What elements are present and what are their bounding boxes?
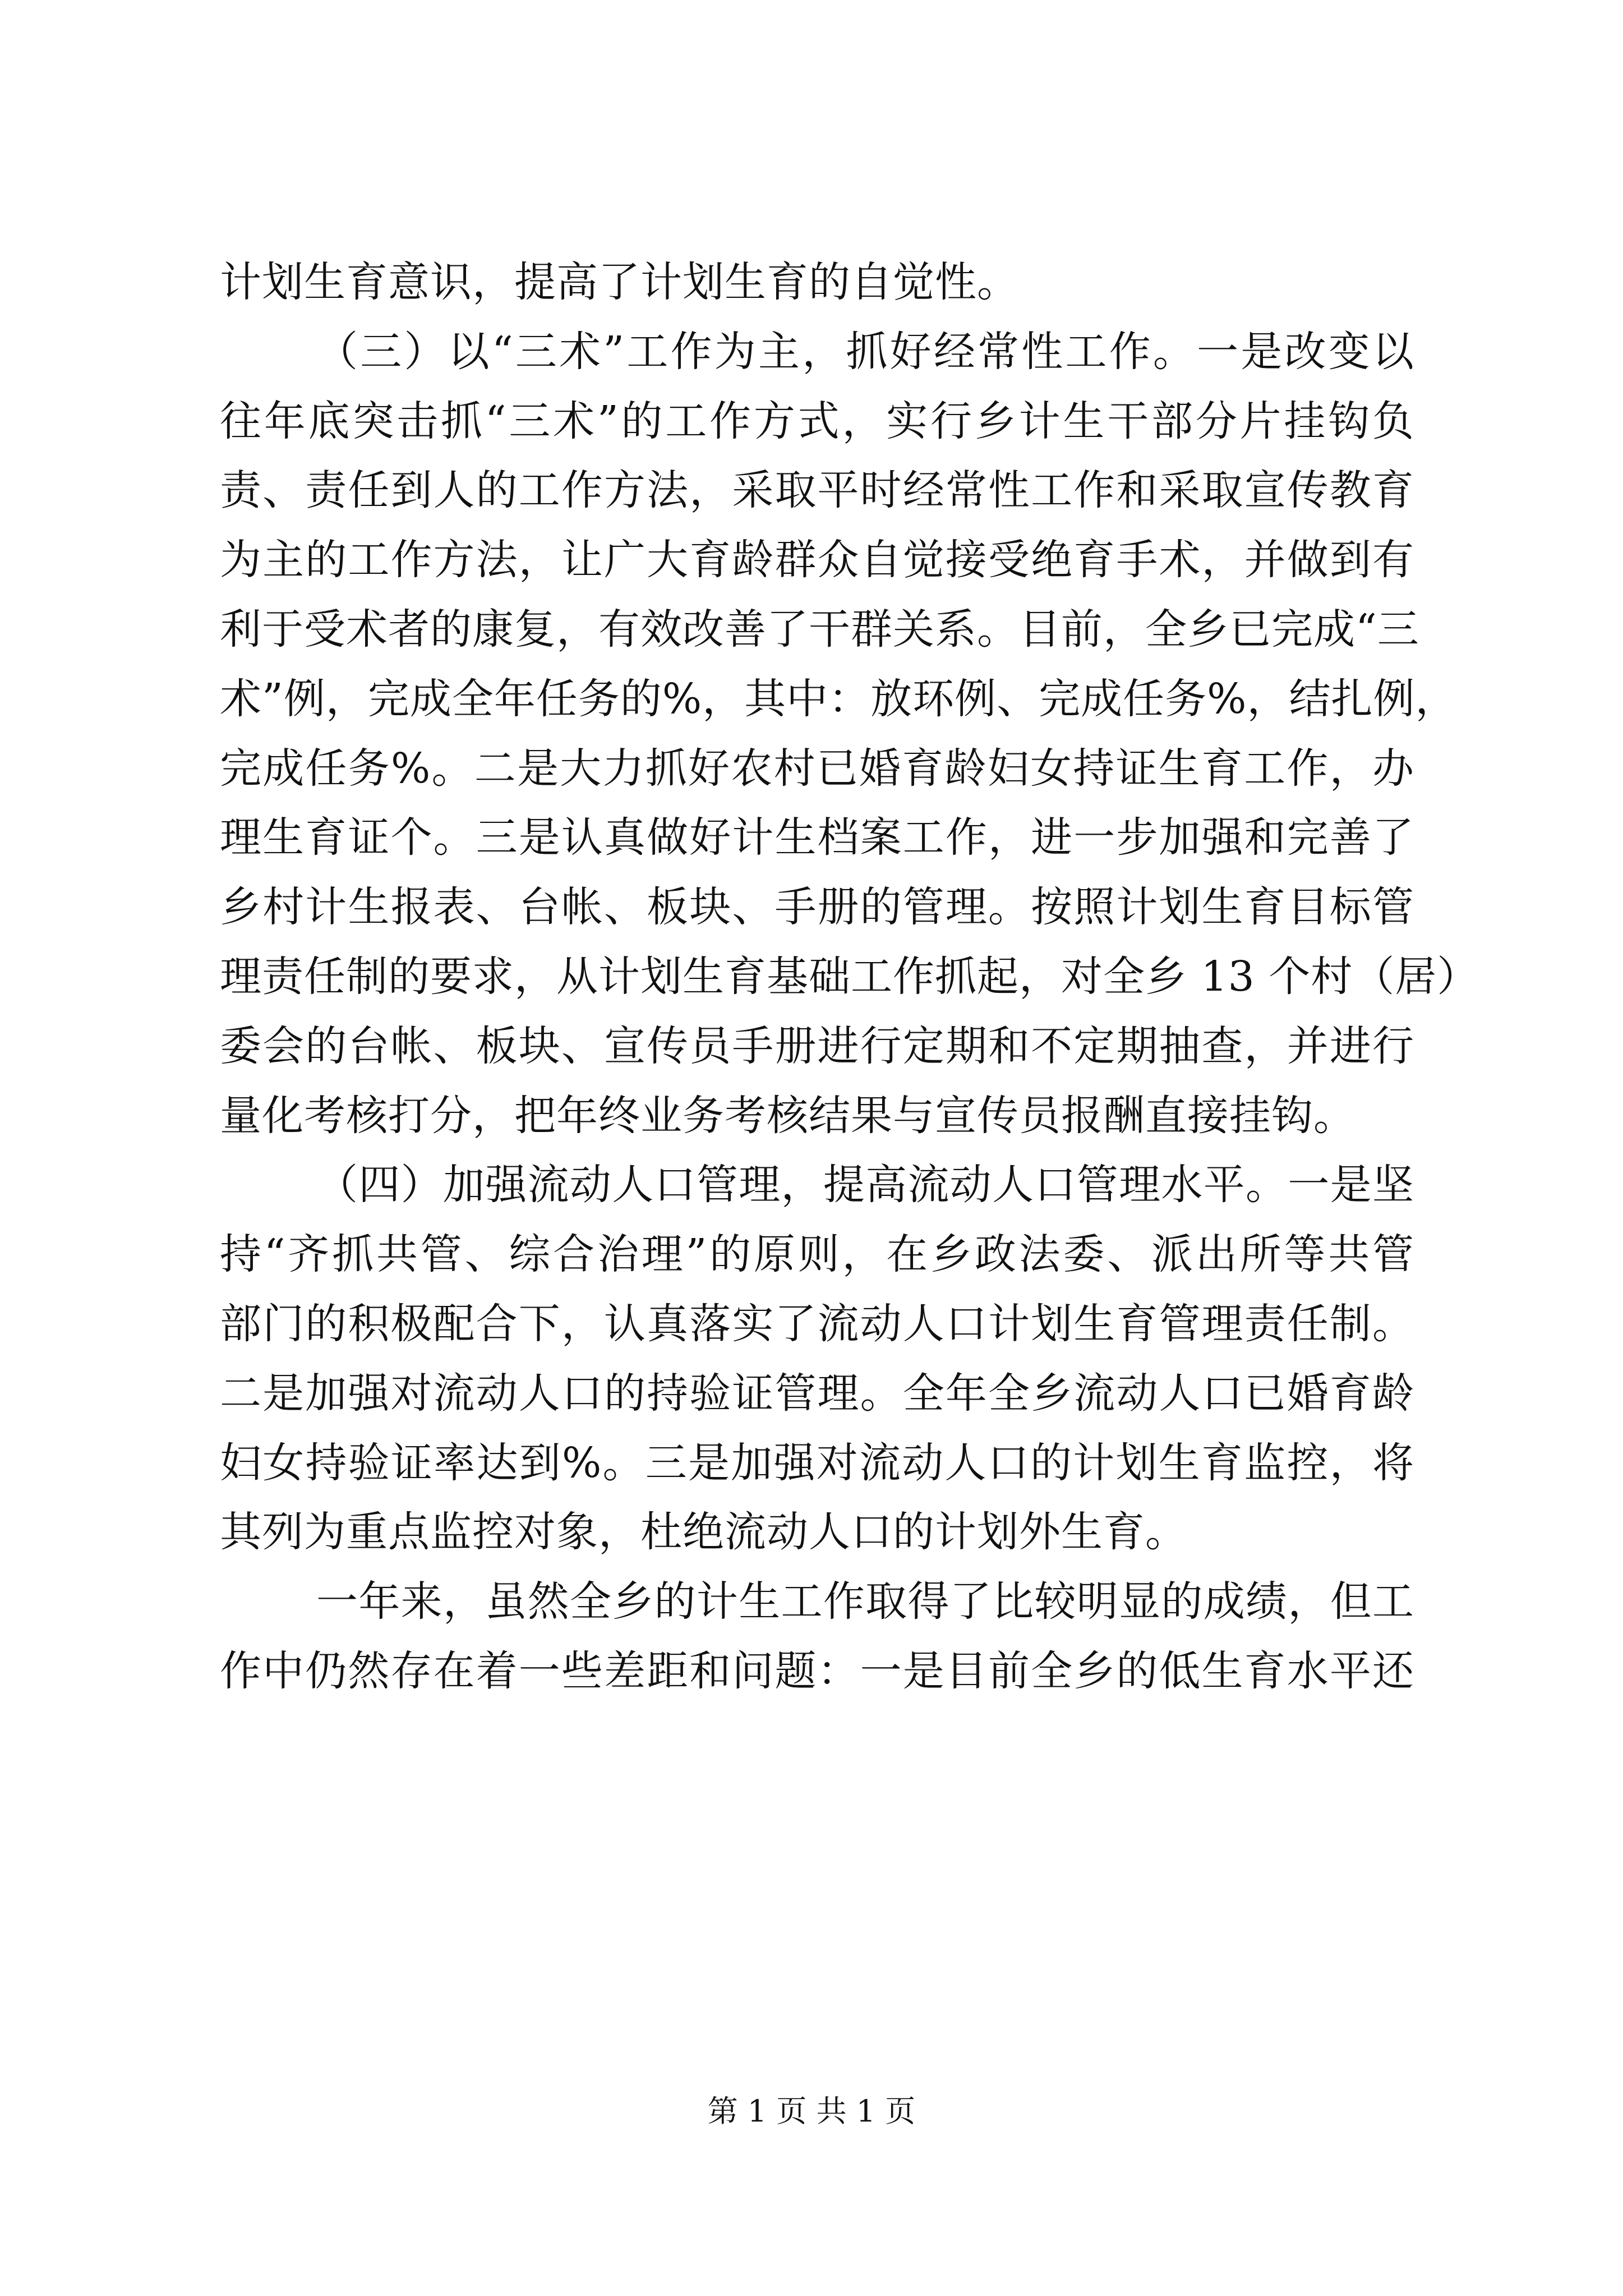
text-line: 作中仍然存在着一些差距和问题：一是目前全乡的低生育水平还 bbox=[220, 1646, 1414, 1695]
text-line: 利于受术者的康复，有效改善了干群关系。目前，全乡已完成“三 bbox=[220, 605, 1419, 654]
text-line: 术”例，完成全年任务的%，其中：放环例、完成任务%，结扎例， bbox=[220, 674, 1458, 723]
text-line: 计划生育意识，提高了计划生育的自觉性。 bbox=[220, 258, 1019, 306]
text-line: 责、责任到人的工作方法，采取平时经常性工作和采取宣传教育 bbox=[220, 466, 1414, 515]
text-line: 为主的工作方法，让广大育龄群众自觉接受绝育手术，并做到有 bbox=[220, 536, 1414, 585]
text-line: 二是加强对流动人口的持验证管理。全年全乡流动人口已婚育龄 bbox=[220, 1369, 1414, 1418]
text-line: 部门的积极配合下，认真落实了流动人口计划生育管理责任制。 bbox=[220, 1299, 1414, 1348]
text-line: 持“齐抓共管、综合治理”的原则，在乡政法委、派出所等共管 bbox=[220, 1230, 1414, 1279]
page-footer: 第 1 页 共 1 页 bbox=[707, 2093, 916, 2129]
text-line: 完成任务%。二是大力抓好农村已婚育龄妇女持证生育工作，办 bbox=[220, 744, 1414, 793]
text-line: （三）以“三术”工作为主，抓好经常性工作。一是改变以 bbox=[316, 327, 1414, 376]
text-line: 妇女持验证率达到%。三是加强对流动人口的计划生育监控，将 bbox=[220, 1438, 1414, 1487]
document-body bbox=[220, 258, 1479, 1717]
text-line: 理责任制的要求，从计划生育基础工作抓起，对全乡 13 个村（居） bbox=[220, 952, 1479, 1001]
text-line: 理生育证个。三是认真做好计生档案工作，进一步加强和完善了 bbox=[220, 813, 1414, 862]
text-line: 往年底突击抓“三术”的工作方式，实行乡计生干部分片挂钩负 bbox=[220, 397, 1414, 445]
text-line: 一年来，虽然全乡的计生工作取得了比较明显的成绩，但工 bbox=[316, 1577, 1414, 1626]
text-line: 委会的台帐、板块、宣传员手册进行定期和不定期抽查，并进行 bbox=[220, 1022, 1414, 1070]
text-line: 乡村计生报表、台帐、板块、手册的管理。按照计划生育目标管 bbox=[220, 883, 1414, 932]
text-line: 量化考核打分，把年终业务考核结果与宣传员报酬直接挂钩。 bbox=[220, 1091, 1355, 1140]
text-line: 其列为重点监控对象，杜绝流动人口的计划外生育。 bbox=[220, 1508, 1187, 1557]
text-line: （四）加强流动人口管理，提高流动人口管理水平。一是坚 bbox=[316, 1161, 1414, 1209]
